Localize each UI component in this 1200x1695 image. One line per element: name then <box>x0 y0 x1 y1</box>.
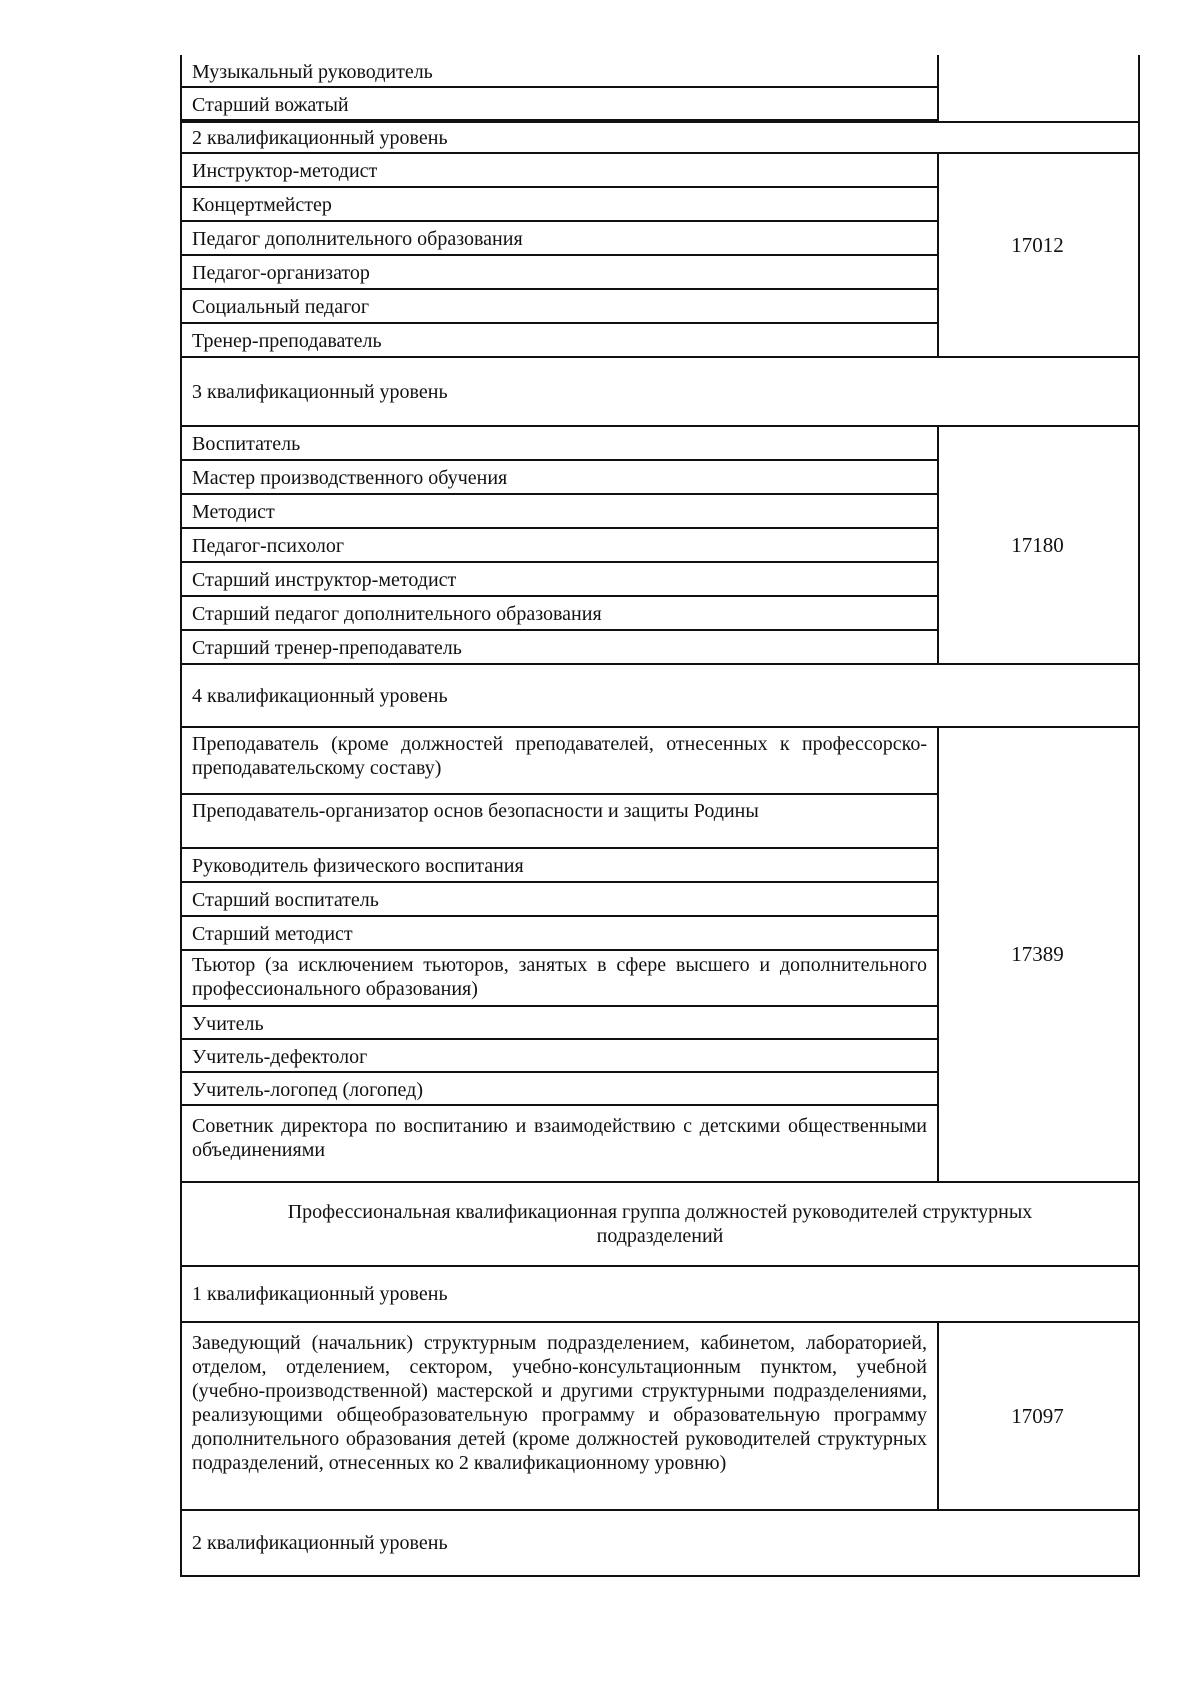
position-name: Концертмейстер <box>192 194 332 216</box>
level-header <box>180 358 1140 427</box>
salary-cell-empty <box>937 55 1140 121</box>
position-name: Старший тренер-преподаватель <box>192 637 462 659</box>
table-row <box>180 849 939 883</box>
table-row <box>180 55 939 88</box>
level-title: 2 квалификационный уровень <box>180 121 1140 154</box>
table-row <box>180 290 939 324</box>
level-header <box>180 665 1140 728</box>
position-name: Преподаватель (кроме должностей преподавателей, отнесенных к профессорско-преподавательскому составу) <box>192 733 927 779</box>
position-name: Старший методист <box>192 923 353 945</box>
table-row <box>180 1007 939 1040</box>
salary-value: 17012 <box>937 154 1140 358</box>
table-row <box>180 951 939 1007</box>
level-header <box>180 1511 1140 1577</box>
table-row <box>180 324 939 358</box>
salary-value: 17180 <box>937 427 1140 665</box>
table-row <box>180 1323 939 1511</box>
position-name: Преподаватель-организатор основ безопасности и защиты Родины <box>192 800 759 822</box>
position-name: Старший инструктор-методист <box>192 569 457 591</box>
position-name: Учитель-логопед (логопед) <box>192 1078 423 1101</box>
position-name: Старший педагог дополнительного образования <box>192 603 602 625</box>
table-row <box>180 529 939 563</box>
position-name: Старший воспитатель <box>192 889 379 911</box>
salary-value: 17389 <box>937 728 1140 1183</box>
table-row <box>180 1106 939 1183</box>
table-row <box>180 1073 939 1106</box>
table-section-level4 <box>180 728 1140 1183</box>
position-name: Инструктор-методист <box>192 160 378 182</box>
position-name: Тьютор (за исключением тьюторов, занятых в сфере высшего и дополнительного профессионального образования) <box>192 954 927 1000</box>
table-row <box>180 461 939 495</box>
position-name: Старший вожатый <box>192 93 349 116</box>
table-row <box>180 597 939 631</box>
position-name: Воспитатель <box>192 433 301 455</box>
level-title: 3 квалификационный уровень <box>180 358 1140 427</box>
group-header <box>180 1183 1140 1267</box>
position-name: Учитель <box>192 1012 264 1035</box>
position-name: Мастер производственного обучения <box>192 467 508 489</box>
table-section-top <box>180 55 1140 121</box>
table-row <box>180 795 939 849</box>
position-name: Учитель-дефектолог <box>192 1045 368 1068</box>
table-row <box>180 917 939 951</box>
table-row <box>180 256 939 290</box>
position-name: Социальный педагог <box>192 296 370 318</box>
level-title: 1 квалификационный уровень <box>180 1267 1140 1323</box>
level-header <box>180 121 1140 154</box>
table-section-level3 <box>180 427 1140 665</box>
level-title: 2 квалификационный уровень <box>180 1511 1140 1577</box>
table-section-level2 <box>180 154 1140 358</box>
table-row <box>180 1040 939 1073</box>
position-name: Советник директора по воспитанию и взаимодействию с детскими общественными объединениями <box>192 1115 927 1161</box>
table-row <box>180 495 939 529</box>
table-row <box>180 88 939 121</box>
table-row <box>180 222 939 256</box>
position-name: Тренер-преподаватель <box>192 330 382 352</box>
position-name: Методист <box>192 501 275 523</box>
table-row <box>180 427 939 461</box>
group-title: Профессиональная квалификационная группа должностей руководителей структурных подразделений <box>180 1183 1140 1267</box>
level-title: 4 квалификационный уровень <box>180 665 1140 728</box>
position-name: Педагог-психолог <box>192 535 345 557</box>
position-name: Заведующий (начальник) структурным подразделением, кабинетом, лабораторией, отделом, отделением, сектором, учебно-консультационным пунктом, учебной (учебно-производственной) мастерской и другими структурными подразделениями, реализующими общеобразовательную программу и образовательную программу дополнительного образования детей (кроме должностей руководителей структурных подразделений, отнесенных ко 2 квалификационному уровню) <box>192 1332 927 1474</box>
table-row <box>180 631 939 665</box>
position-name: Педагог-организатор <box>192 262 370 284</box>
level-header <box>180 1267 1140 1323</box>
table-row <box>180 154 939 188</box>
position-name: Педагог дополнительного образования <box>192 228 523 250</box>
table-row <box>180 728 939 795</box>
position-name: Руководитель физического воспитания <box>192 855 524 877</box>
table-row <box>180 883 939 917</box>
table-row <box>180 563 939 597</box>
position-name: Музыкальный руководитель <box>192 60 433 83</box>
table-row <box>180 188 939 222</box>
salary-value: 17097 <box>937 1323 1140 1511</box>
table-section-group-level1 <box>180 1323 1140 1511</box>
